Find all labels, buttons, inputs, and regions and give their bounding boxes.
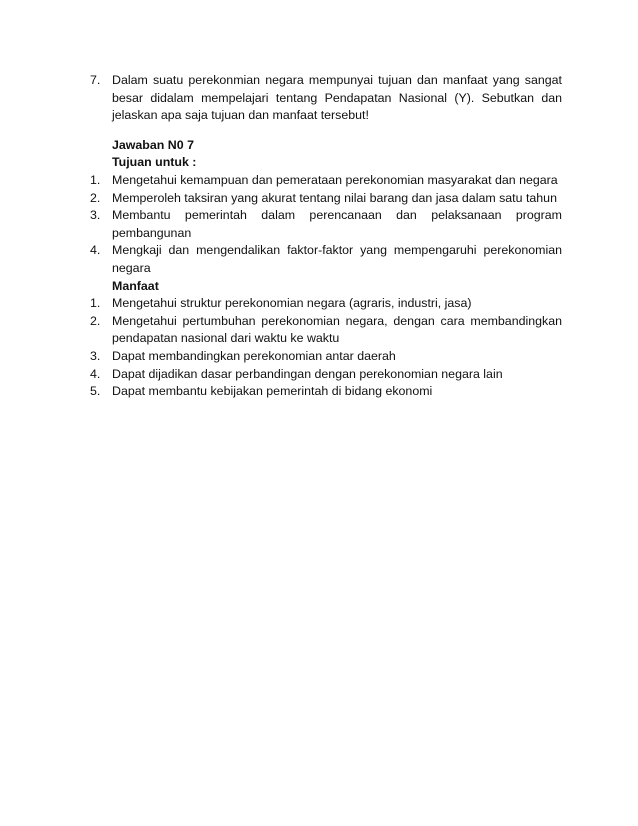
tujuan-item-number: 3. [90,208,101,223]
manfaat-item-text: Dapat dijadikan dasar perbandingan dengan perekonomian negara lain [112,366,503,381]
tujuan-item [90,190,562,208]
manfaat-item-number: 5. [90,384,101,399]
tujuan-item-text: Mengkaji dan mengendalikan faktor-faktor yang mempengaruhi perekonomian negara [112,243,562,275]
manfaat-item [90,383,562,401]
manfaat-item-number: 2. [90,313,101,328]
tujuan-item-text: Memperoleh taksiran yang akurat tentang nilai barang dan jasa dalam satu tahun [112,190,557,205]
tujuan-item-text: Membantu pemerintah dalam perencanaan dan pelaksanaan program pembangunan [112,208,562,240]
answer-heading: Jawaban N0 7 [112,137,194,152]
manfaat-item [90,366,562,384]
manfaat-item [90,295,562,313]
tujuan-item-number: 2. [90,190,101,205]
question-number: 7. [90,73,101,87]
tujuan-item [90,207,562,242]
manfaat-item-text: Dapat membantu kebijakan pemerintah di bidang ekonomi [112,384,433,399]
manfaat-item-text: Dapat membandingkan perekonomian antar daerah [112,348,396,363]
manfaat-item-number: 1. [90,296,101,311]
manfaat-item [90,348,562,366]
manfaat-heading: Manfaat [112,278,159,293]
document-body [90,72,562,401]
manfaat-item [90,313,562,348]
manfaat-item-text: Mengetahui pertumbuhan perekonomian negara, dengan cara membandingkan pendapatan nasional dari waktu ke waktu [112,313,562,346]
manfaat-item-number: 3. [90,348,101,363]
tujuan-item-number: 4. [90,243,101,258]
question-text: Dalam suatu perekonmian negara mempunyai tujuan dan manfaat yang sangat besar didalam mempelajari tentang Pendapatan Nasional (Y). Sebutkan dan jelaskan apa saja tujuan dan manfaat tersebut! [112,73,562,123]
tujuan-item [90,172,562,190]
question-item [90,72,562,125]
manfaat-item-number: 4. [90,366,101,381]
tujuan-item-text: Mengetahui kemampuan dan pemerataan perekonomian masyarakat dan negara [112,172,558,187]
tujuan-item-number: 1. [90,172,101,187]
tujuan-item [90,242,562,277]
manfaat-item-text: Mengetahui struktur perekonomian negara (agraris, industri, jasa) [112,296,472,311]
tujuan-heading: Tujuan untuk : [112,155,197,170]
